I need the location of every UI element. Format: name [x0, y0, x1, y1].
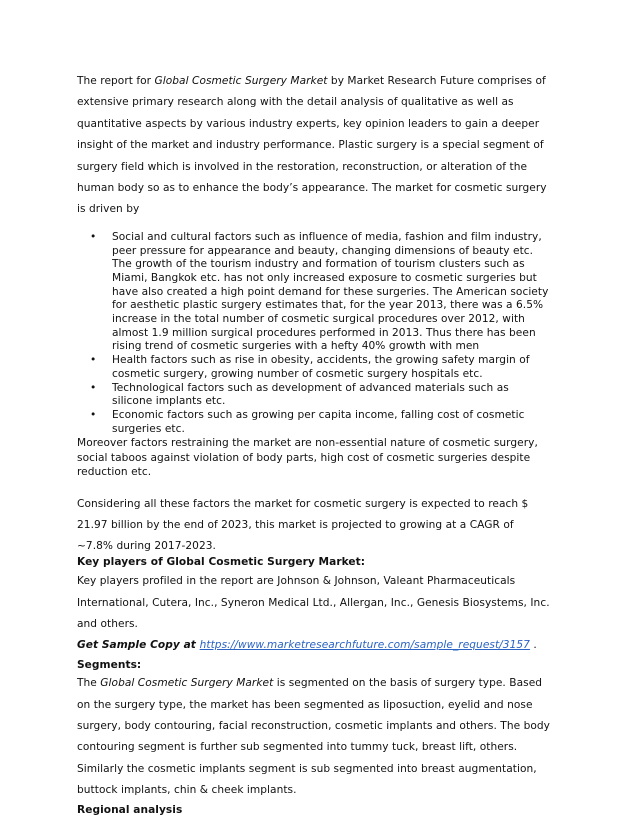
segments-text-rest: is segmented on the basis of surgery type. Based on the surgery type, the market has been segmented as liposuction, eyelid and nose surgery, body contouring, facial reconstruction, cosmetic implants and others. The body contouring segment is further sub segmented into tummy tuck, breast lift, others. Similarly the cosmetic implants segment is sub segmented into breast augmentation, buttock implants, chin & cheek implants.	[77, 677, 550, 797]
segments-paragraph	[77, 673, 552, 801]
restraints-paragraph: Moreover factors restraining the market are non-essential nature of cosmetic surgery, social taboos against violation of body parts, high cost of cosmetic surgeries despite reduction etc.	[77, 437, 538, 479]
intro-market-name: Global Cosmetic Surgery Market	[154, 75, 328, 87]
driver-list	[77, 231, 552, 437]
intro-text-start: The report for	[77, 75, 155, 87]
bullet-icon: •	[90, 354, 97, 367]
list-item-text: Technological factors such as development of advanced materials such as silicone implants etc.	[112, 381, 509, 408]
segments-market-name: Global Cosmetic Surgery Market	[100, 677, 274, 690]
sample-copy-label: Get Sample Copy at	[77, 639, 200, 652]
intro-paragraph	[77, 71, 552, 221]
list-item	[77, 354, 552, 381]
segments-text-start: The	[77, 677, 101, 690]
forecast-paragraph: Considering all these factors the market for cosmetic surgery is expected to reach $ 21.97 billion by the end of 2023, this market is projected to growing at a CAGR of ~7.8% during 2017-2023.	[77, 497, 529, 553]
list-item	[77, 382, 552, 409]
list-item	[77, 231, 552, 354]
bullet-icon: •	[90, 408, 97, 421]
segments-heading: Segments:	[77, 658, 142, 671]
key-players-heading: Key players of Global Cosmetic Surgery Market:	[77, 555, 366, 568]
regional-heading: Regional analysis	[77, 803, 183, 816]
sample-copy-line	[77, 635, 552, 656]
key-players-paragraph: Key players profiled in the report are Johnson & Johnson, Valeant Pharmaceuticals International, Cutera, Inc., Syneron Medical Ltd., Allergan, Inc., Genesis Biosystems, Inc. and others.	[77, 575, 550, 631]
intro-text-rest: by Market Research Future comprises of extensive primary research along with the detail analysis of qualitative as well as quantitative aspects by various industry experts, key opinion leaders to gain a deeper insight of the market and industry performance. Plastic surgery is a special segment of surgery field which is involved in the restoration, reconstruction, or alteration of the human body so as to enhance the body’s appearance. The market for cosmetic surgery is driven by	[77, 75, 547, 216]
list-item-text: Health factors such as rise in obesity, accidents, the growing safety margin of cosmetic surgery, growing number of cosmetic surgery hospitals etc.	[112, 354, 530, 380]
bullet-icon: •	[90, 381, 97, 394]
list-item-text: Social and cultural factors such as influence of media, fashion and film industry, peer pressure for appearance and beauty, changing dimensions of beauty etc. The growth of the tourism industry and formation of tourism clusters such as Miami, Bangkok etc. has not only increased exposure to cosmetic surgeries but have also created a high point demand for these surgeries. The American society for aesthetic plastic surgery estimates that, for the year 2013, there was a 6.5% increase in the total number of cosmetic surgical procedures over 2012, with almost 1.9 million surgical procedures performed in 2013. Thus there has been rising trend of cosmetic surgeries with a hefty 40% growth with men	[112, 230, 549, 353]
list-item-text: Economic factors such as growing per capita income, falling cost of cosmetic surgeries etc.	[112, 408, 525, 435]
sample-copy-link[interactable]: https://www.marketresearchfuture.com/sample_request/3157	[199, 639, 530, 652]
list-item	[77, 409, 552, 436]
bullet-icon: •	[90, 230, 97, 243]
sample-copy-suffix: .	[529, 639, 537, 652]
document-page	[77, 71, 552, 817]
